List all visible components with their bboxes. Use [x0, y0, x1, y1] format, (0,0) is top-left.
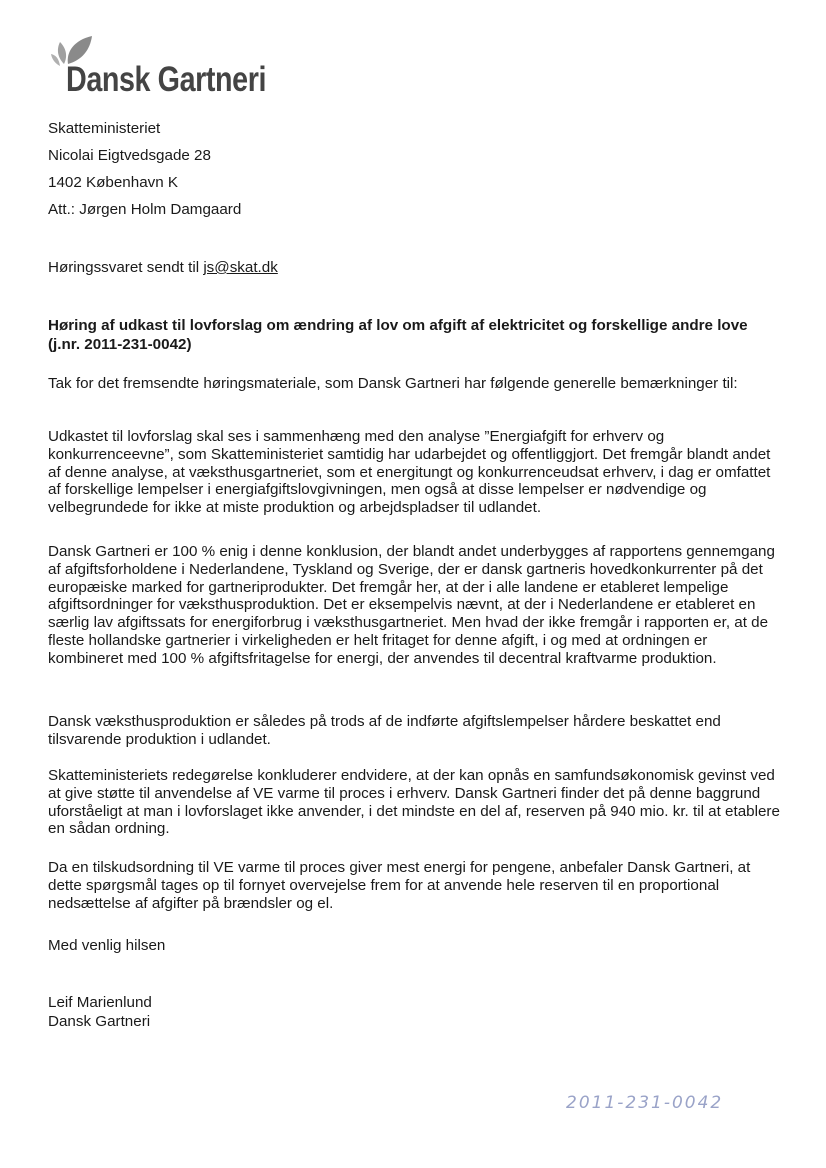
body-paragraph: Dansk Gartneri er 100 % enig i denne konklusion, der blandt andet underbygges af rapportens gennemgang af afgiftsforholdene i Nederlandene, Tyskland og Sverige, der er dansk gartneris hovedkonkurrenter på det europæiske marked for gartneriprodukter. Det fremgår her, at der i alle landene er etableret lempelige afgiftsordninger for væksthusproduktion. Det er eksempelvis nævnt, at der i Nederlandene er etableret en særlig lav afgiftssats for energiforbrug i væksthusgartneriet. Men hvad der ikke fremgår i rapporten er, at de fleste hollandske gartnerier i virkeligheden er helt fritaget for denne afgift, i og med at ordningen er kombineret med 100 % afgiftsfritagelse for energi, der anvendes til decentral kraftvarme produktion.	[48, 543, 775, 667]
sent-note	[48, 259, 278, 276]
recipient-address	[48, 115, 241, 223]
handwritten-reference: 2011-231-0042	[566, 1093, 724, 1113]
subject-heading: Høring af udkast til lovforslag om ændring af lov om afgift af elektricitet og forskellige andre love (j.nr. 2011-231-0042)	[48, 317, 748, 353]
logo-wordmark: Dansk Gartneri	[66, 60, 267, 99]
body-paragraph: Da en tilskudsordning til VE varme til proces giver mest energi for pengene, anbefaler Dansk Gartneri, at dette spørgsmål tages op til fornyet overvejelse frem for at anvende hele reserven til en proportional nedsættelse af afgifter på brændsler og el.	[48, 859, 751, 912]
address-line: Skatteministeriet	[48, 120, 161, 137]
address-line: Nicolai Eigtvedsgade 28	[48, 147, 211, 164]
body-paragraph: Skatteministeriets redegørelse konkluderer endvidere, at der kan opnås en samfundsøkonomisk gevinst ved at give støtte til anvendelse af VE varme til proces i erhverv. Dansk Gartneri finder det på denne baggrund uforståeligt at man i lovforslaget ikke anvender, i det mindste en del af, reserven på 940 mio. kr. til at etablere en sådan ordning.	[48, 767, 780, 838]
body-paragraph: Dansk væksthusproduktion er således på trods af de indførte afgiftslempelser hårdere beskattet end tilsvarende produktion i udlandet.	[48, 713, 721, 748]
address-line: 1402 København K	[48, 174, 179, 191]
body-paragraph: Udkastet til lovforslag skal ses i sammenhæng med den analyse ”Energiafgift for erhverv og konkurrenceevne”, som Skatteministeriet samtidig har udarbejdet og offentliggjort. Det fremgår blandt andet af denne analyse, at væksthusgartneriet, som et energitungt og konkurrenceudsat erhverv, i dag er omfattet af forskellige lempelser i energiafgiftslovgivningen, men også at disse lempelser er nødvendige og velbegrundede for ikke at miste produktion og arbejdspladser til udlandet.	[48, 428, 771, 517]
signature-block	[48, 993, 152, 1031]
signature-org: Dansk Gartneri	[48, 1013, 151, 1030]
sent-prefix: Høringssvaret sendt til	[48, 259, 204, 276]
body-paragraph: Tak for det fremsendte høringsmateriale, som Dansk Gartneri har følgende generelle bemærkninger til:	[48, 375, 738, 392]
closing: Med venlig hilsen	[48, 937, 166, 954]
address-line: Att.: Jørgen Holm Damgaard	[48, 201, 242, 218]
signature-name: Leif Marienlund	[48, 994, 152, 1011]
email-link[interactable]: js@skat.dk	[203, 259, 278, 276]
dansk-gartneri-logo	[48, 34, 267, 100]
